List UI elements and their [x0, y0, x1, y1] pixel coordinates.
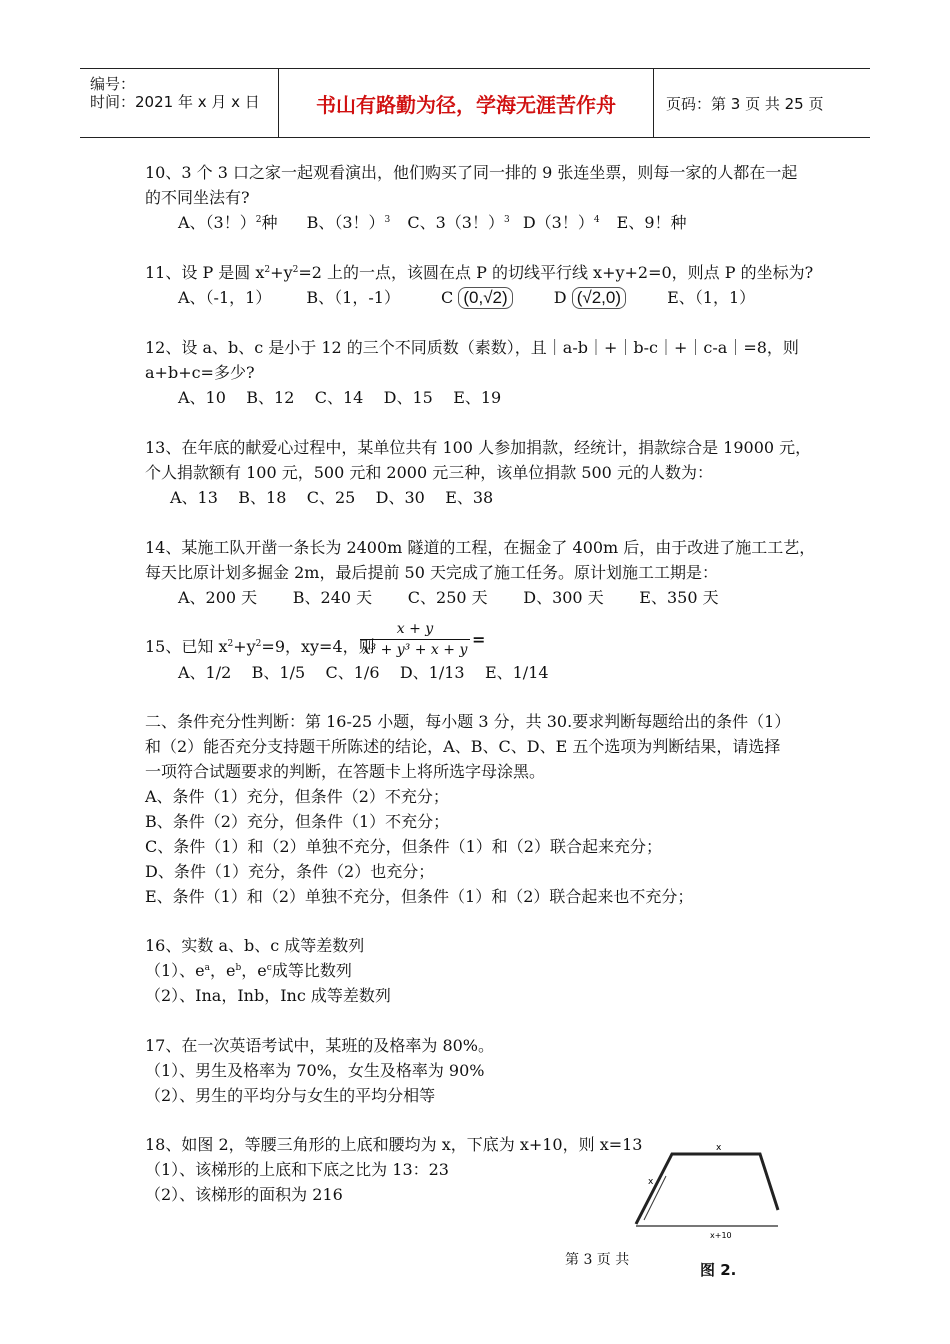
q10-opt-b: B、（3！） [306, 213, 385, 232]
q15-frac-numerator: x + y [396, 621, 434, 637]
fig-top-label: x [716, 1143, 722, 1153]
trapezoid-figure [630, 1132, 780, 1242]
q15-equals: = [472, 630, 486, 649]
q17-stem: 17、在一次英语考试中，某班的及格率为 80%。 [145, 1036, 495, 1055]
rule-e: E、条件（1）和（2）单独不充分，但条件（1）和（2）联合起来也不充分； [145, 887, 694, 906]
q12-line1: 12、设 a、b、c 是小于 12 的三个不同质数（素数），且｜a-b｜+｜b-c｜+｜c-a｜=8，则 [145, 338, 799, 357]
q13-line2: 个人捐款额有 100 元，500 元和 2000 元三种，该单位捐款 500 元的人数为： [145, 463, 713, 482]
q10-line2: 的不同坐法有? [145, 188, 250, 207]
header-meta [80, 69, 279, 137]
page-header [80, 68, 870, 138]
date-label: 时间：2021 年 x 月 x 日 [90, 93, 260, 111]
q11-stem: 11、设 P 是圆 $x^2+y^2=2$ 上的一点，该圆在点 P 的切线平行线 x+y+2=0，则点 P 的坐标为? [145, 263, 814, 282]
q15-frac-denominator: x³ + y³ + x + y [362, 642, 468, 658]
q14-line1: 14、某施工队开凿一条长为 2400m 隧道的工程，在掘金了 400m 后，由于改进了施工工艺， [145, 538, 816, 557]
q10-options: A、（3！）$^2$种 B、（3！）$^3$ C、3（3！）$^3$ D（3！）$^4$ E、9！种 [178, 213, 687, 232]
q17-condition2: （2）、男生的平均分与女生的平均分相等 [145, 1086, 436, 1105]
q14-line2: 每天比原计划多掘金 2m，最后提前 50 天完成了施工任务。原计划施工工期是： [145, 563, 718, 582]
q13-line1: 13、在年底的献爱心过程中，某单位共有 100 人参加捐款，经统计，捐款综合是 19000 元， [145, 438, 812, 457]
q10-opt-d: D（3！） [522, 213, 594, 232]
q11-opt-a: A、（-1，1） [178, 288, 272, 307]
header-page-info: 页码：第 3 页 共 25 页 [666, 94, 824, 113]
section2-line2: 和（2）能否充分支持题干所陈述的结论，A、B、C、D、E 五个选项为判断结果，请选择 [145, 737, 781, 756]
q18-condition2: （2）、该梯形的面积为 216 [145, 1185, 343, 1204]
q16-stem: 16、实数 a、b、c 成等差数列 [145, 936, 365, 955]
q11-opt-e: E、（1，1） [667, 288, 756, 307]
q11-opt-d-point: (√2,0) [572, 287, 626, 309]
page-footer: 第 3 页 共 [565, 1252, 630, 1268]
rule-c: C、条件（1）和（2）单独不充分，但条件（1）和（2）联合起来充分； [145, 837, 662, 856]
q13-options: A、13 B、18 C、25 D、30 E、38 [170, 488, 494, 507]
q18-stem: 18、如图 2，等腰三角形的上底和腰均为 x，下底为 x+10，则 x=13 [145, 1135, 643, 1154]
q12-options: A、10 B、12 C、14 D、15 E、19 [178, 388, 502, 407]
q15-stem: 15、已知 $x^2+y^2=9$，xy=4，则 [145, 637, 375, 656]
trapezoid-shape [636, 1154, 778, 1224]
q11-opt-d-label: D [553, 288, 567, 307]
q11-opt-b: B、（1，-1） [306, 288, 400, 307]
fig-bottom-label: x+10 [710, 1231, 732, 1240]
rule-b: B、条件（2）充分，但条件（1）不充分； [145, 812, 450, 831]
q15-options: A、1/2 B、1/5 C、1/6 D、1/13 E、1/14 [178, 663, 549, 682]
q16-condition1: （1）、$e^a$，$e^b$，$e^c$成等比数列 [145, 961, 352, 980]
q11-opt-c-point: (0,√2) [458, 287, 512, 309]
serial-label: 编号： [90, 75, 136, 93]
rule-a: A、条件（1）充分，但条件（2）不充分； [145, 787, 449, 806]
q12-line2: a+b+c=多少? [145, 363, 255, 382]
section2-line3: 一项符合试题要求的判断，在答题卡上将所选字母涂黑。 [145, 762, 546, 781]
q17-condition1: （1）、男生及格率为 70%，女生及格率为 90% [145, 1061, 485, 1080]
q16-condition2: （2）、Ina，Inb，Inc 成等差数列 [145, 986, 391, 1005]
q18-condition1: （1）、该梯形的上底和下底之比为 13：23 [145, 1160, 449, 1179]
figure-caption: 图 2. [700, 1261, 737, 1279]
q11-opt-c-label: C [441, 288, 454, 307]
q14-options: A、200 天 B、240 天 C、250 天 D、300 天 E、350 天 [178, 588, 719, 607]
q10-opt-e: E、9！种 [616, 213, 687, 232]
q10-line1: 10、3 个 3 口之家一起观看演出，他们购买了同一排的 9 张连坐票，则每一家的人都在一起 [145, 163, 798, 182]
fig-leg-label: x [648, 1177, 654, 1187]
section2-line1: 二、条件充分性判断：第 16-25 小题，每小题 3 分，共 30.要求判断每题给出的条件（1） [145, 712, 791, 731]
q15-fraction [360, 621, 470, 658]
header-motto: 书山有路勤为径，学海无涯苦作舟 [279, 69, 654, 137]
rule-d: D、条件（1）充分，条件（2）也充分； [145, 862, 435, 881]
q11-options [178, 285, 755, 309]
q10-opt-a: A、（3！） [178, 213, 256, 232]
q10-opt-c: C、3（3！） [407, 213, 504, 232]
